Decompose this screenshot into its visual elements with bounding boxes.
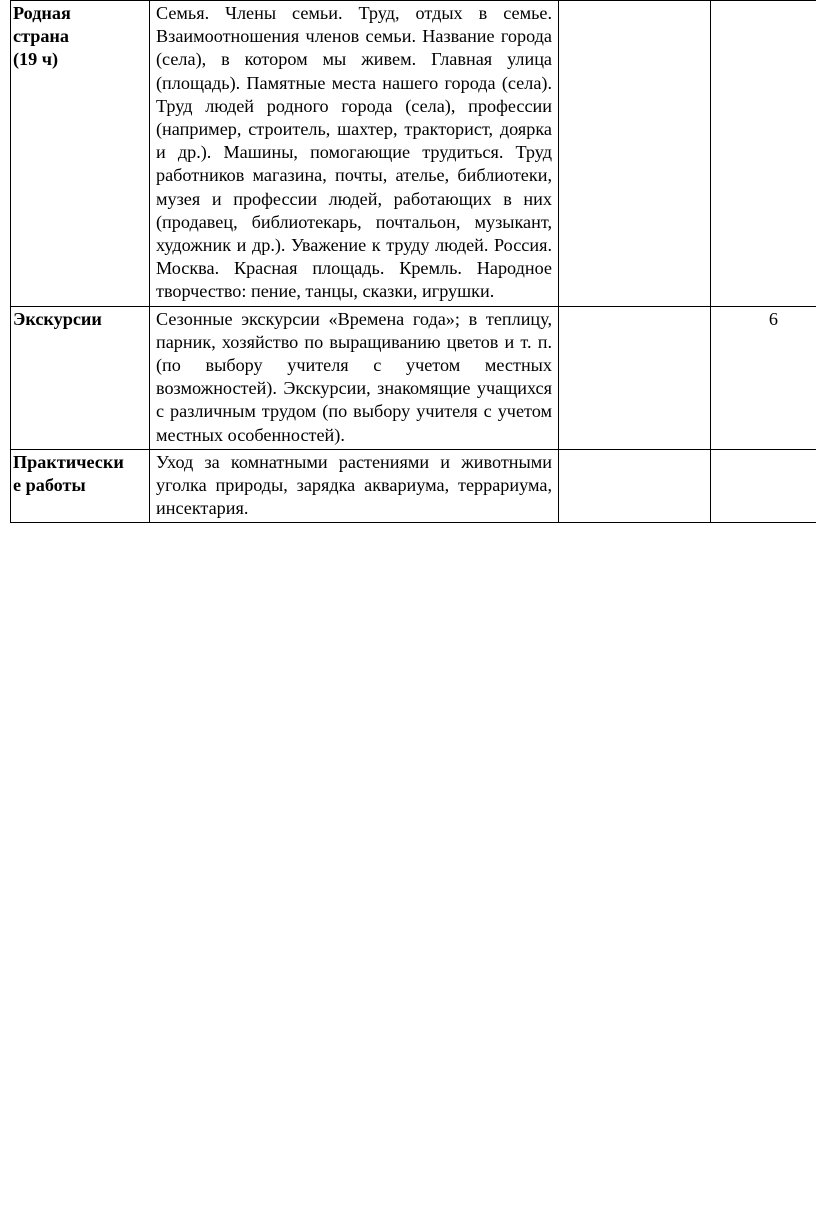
empty-cell xyxy=(559,1,711,307)
section-cell: Экскурсии xyxy=(11,306,150,449)
section-line: (19 ч) xyxy=(13,49,59,70)
section-cell xyxy=(11,1,150,307)
content-cell: Уход за комнатными растениями и животными уголка природы, зарядка аквариума, террариума, инсектария. xyxy=(150,449,559,523)
hours-cell: 6 xyxy=(711,306,816,449)
section-cell xyxy=(11,449,150,523)
section-line: е работы xyxy=(13,475,86,496)
section-line: Практически xyxy=(13,451,124,472)
empty-cell xyxy=(559,306,711,449)
empty-cell xyxy=(559,449,711,523)
table-row xyxy=(11,1,816,307)
hours-cell xyxy=(711,1,816,307)
hours-cell xyxy=(711,449,816,523)
table-row xyxy=(11,449,816,523)
table-row xyxy=(11,306,816,449)
section-line: страна xyxy=(13,26,70,47)
content-cell: Семья. Члены семьи. Труд, отдых в семье. Взаимоотношения членов семьи. Название города (села), в котором мы живем. Главная улица (площадь). Памятные места нашего города (села). Труд людей родного города (села), профессии (например, строитель, шахтер, тракторист, доярка и др.). Машины, помогающие трудиться. Труд работников магазина, почты, ателье, библиотеки, музея и профессии людей, работающих в них (продавец, библиотекарь, почтальон, музыкант, художник и др.). Уважение к труду людей. Россия. Москва. Красная площадь. Кремль. Народное творчество: пение, танцы, сказки, игрушки. xyxy=(150,1,559,307)
section-line: Родная xyxy=(13,3,71,23)
document-page xyxy=(10,0,816,523)
curriculum-table xyxy=(10,0,816,523)
content-cell: Сезонные экскурсии «Времена года»; в теплицу, парник, хозяйство по выращиванию цветов и т. п. (по выбору учителя с учетом местных возможностей). Экскурсии, знакомящие учащихся с различным трудом (по выбору учителя с учетом местных особенностей). xyxy=(150,306,559,449)
